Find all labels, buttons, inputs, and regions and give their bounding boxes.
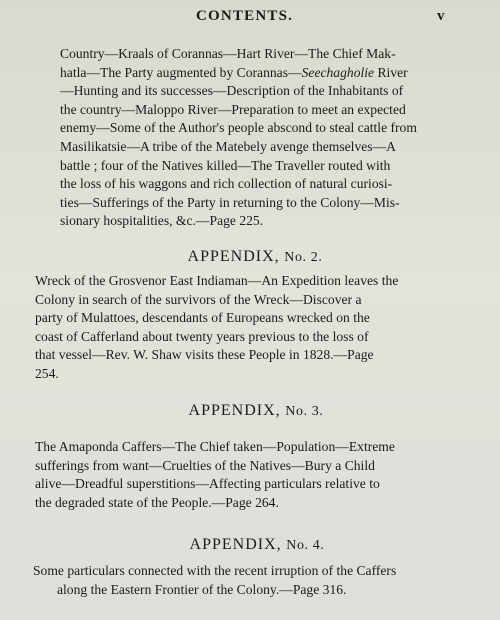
appendix-label: APPENDIX, [188, 402, 281, 419]
text-fragment: River [374, 64, 408, 80]
appendix-label: APPENDIX, [187, 248, 280, 265]
text-fragment: hatla—The Party augmented by Corannas— [60, 64, 302, 80]
appendix-number: No. 4. [286, 538, 325, 553]
text-line: the country—Maloppo River—Preparation to meet an expected [60, 101, 406, 117]
text-line: ties—Sufferings of the Party in returning to the Colony—Mis- [60, 194, 400, 210]
text-line: Colony in search of the survivors of the Wreck—Discover a [35, 291, 362, 307]
text-line: 254. [35, 365, 59, 381]
text-line: along the Eastern Frontier of the Colony.—Page 316. [57, 581, 347, 597]
chapter-summary-continued [60, 45, 442, 231]
text-line: sufferings from want—Cruelties of the Natives—Bury a Child [35, 457, 375, 473]
text-line: Country—Kraals of Corannas—Hart River—The Chief Mak- [60, 46, 396, 61]
appendix-4-heading [0, 536, 500, 554]
text-line: Wreck of the Grosvenor East Indiaman—An Expedition leaves the [35, 273, 399, 288]
appendix-2-summary [35, 272, 445, 384]
text-line: that vessel—Rev. W. Shaw visits these People in 1828.—Page [35, 347, 374, 363]
page-number: v [437, 8, 445, 24]
text-line: Some particulars connected with the recent irruption of the Caffers [33, 563, 397, 578]
appendix-number: No. 3. [285, 404, 324, 419]
text-line: The Amaponda Caffers—The Chief taken—Population—Extreme [35, 439, 395, 454]
appendix-label: APPENDIX, [189, 536, 282, 553]
appendix-3-heading [0, 402, 500, 420]
text-line: coast of Cafferland about twenty years previous to the loss of [35, 328, 369, 344]
appendix-2-heading [0, 248, 500, 266]
text-line: —Hunting and its successes—Description of the Inhabitants of [60, 83, 404, 99]
text-line: alive—Dreadful superstitions—Affecting particulars relative to [35, 476, 380, 492]
text-line: battle ; four of the Natives killed—The Traveller routed with [60, 157, 391, 173]
italic-place-name: Seechagholie [301, 64, 375, 80]
running-title: CONTENTS. [196, 8, 294, 24]
text-line: enemy—Some of the Author's people abscond to steal cattle from [60, 120, 417, 136]
appendix-3-summary [35, 438, 445, 512]
running-head [0, 8, 500, 30]
text-line: the degraded state of the People.—Page 264. [35, 494, 279, 510]
appendix-number: No. 2. [284, 250, 323, 265]
text-line: the loss of his waggons and rich collection of natural curiosi- [60, 176, 393, 192]
text-line [60, 64, 442, 83]
text-line: party of Mulattoes, descendants of Europeans wrecked on the [35, 310, 370, 326]
appendix-4-summary [33, 562, 447, 599]
text-line: sionary hospitalities, &c.—Page 225. [60, 213, 264, 229]
text-line: Masilikatsie—A tribe of the Matebely avenge themselves—A [60, 138, 396, 154]
